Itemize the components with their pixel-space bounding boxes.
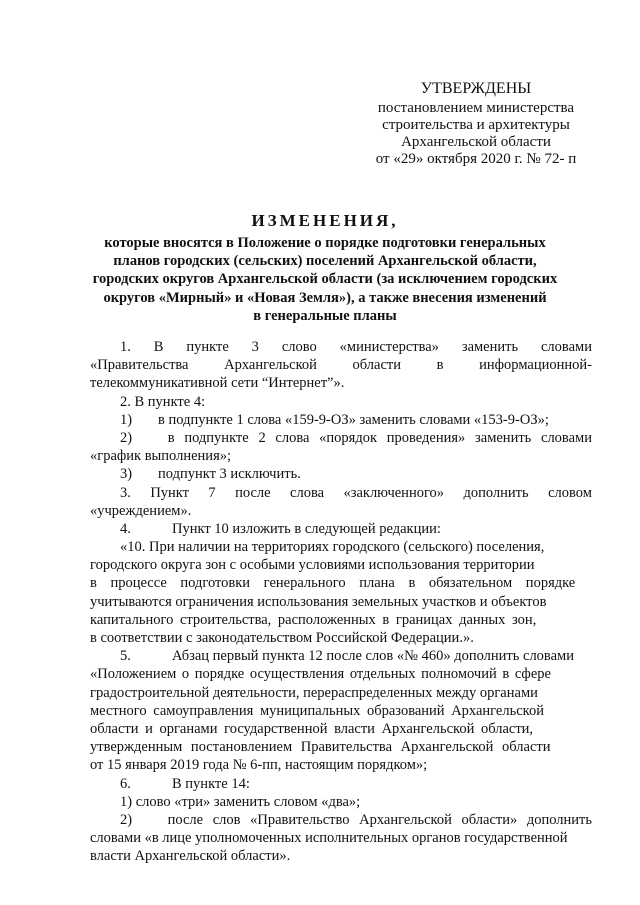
sub-text: подпункт 3 исключить. (158, 466, 301, 483)
item-6-sub-2 (90, 811, 592, 829)
quote-line: учитываются ограничения использования земельных участков и объектов (90, 593, 547, 610)
quote-line: городского округа зон с особыми условиями использования территории (90, 557, 535, 574)
word: в (167, 429, 175, 446)
sub-number: 2) (120, 811, 133, 828)
word: словами (541, 429, 592, 446)
quote-line: капитального строительства, расположенных в границах данных зон, (90, 611, 537, 628)
subtitle-line: которые вносятся в Положение о порядке подготовки генеральных (104, 235, 546, 251)
word: подпункте (184, 429, 249, 446)
item-5-line: местного самоуправления муниципальных образований Архангельской (90, 702, 544, 719)
word: проведения» (386, 429, 466, 446)
approval-date-line: от «29» октября 2020 г. № 72- п (375, 151, 577, 167)
item-number: 6. (120, 775, 131, 792)
item-5-line: области и органами государственной власти Архангельской области, (90, 720, 534, 737)
sub-number: 1) (120, 411, 133, 428)
item-6-sub-2-cont: власти Архангельской области». (90, 848, 291, 865)
word: заменить (461, 339, 519, 355)
word: слова (290, 484, 325, 501)
item-number: 1. (120, 339, 131, 355)
item-text: Пункт 10 изложить в следующей редакции: (172, 520, 441, 537)
item-5-last-line: от 15 января 2019 года № 6-пп, настоящим порядком»; (90, 757, 428, 774)
item-5-line-1 (90, 647, 592, 665)
item-1-line-2 (90, 356, 592, 374)
item-2-sub-2 (90, 429, 592, 447)
word: 2 (258, 429, 266, 446)
subtitle-line: городских округов Архангельской области (за исключением городских (92, 271, 558, 288)
approval-line: Архангельской области (401, 134, 551, 150)
item-2-heading: 2. В пункте 4: (120, 393, 206, 410)
quote-line: в соответствии с законодательством Российской Федерации.». (90, 630, 474, 646)
word: 3 (251, 339, 259, 355)
item-1-line-3: телекоммуникативной сети “Интернет”». (90, 375, 345, 392)
item-4-line-1 (90, 520, 592, 538)
word: заменить (475, 429, 532, 446)
item-number: 4. (120, 520, 131, 537)
word: «министерства» (339, 339, 439, 355)
subtitle-line: в генеральные планы (253, 307, 397, 324)
word: 7 (208, 484, 216, 501)
word: «порядок (319, 429, 378, 446)
item-6-sub-1: 1) слово «три» заменить словом «два»; (120, 793, 361, 810)
word: словом (548, 484, 592, 501)
approval-stamp (356, 80, 596, 168)
word: пункте (186, 339, 229, 355)
item-3-line-2: «учреждением». (90, 502, 192, 519)
item-text: Абзац первый пункта 12 после слов «№ 460» дополнить словами (172, 648, 574, 665)
sub-number: 3) (120, 466, 133, 483)
item-1-line-1 (90, 338, 592, 356)
document-body (90, 338, 592, 865)
heading-subtitle (90, 234, 560, 325)
word: В (153, 339, 164, 355)
item-5-line: градостроительной деятельности, перераспределенных между органами (90, 684, 538, 701)
sub-text: в подпункте 1 слова «159-9-ОЗ» заменить словами «153-9-ОЗ»; (158, 411, 549, 428)
word: слова (275, 429, 310, 446)
subtitle-line: округов «Мирный» и «Новая Земля»), а также внесения изменений (103, 289, 547, 306)
word: «Правительство (250, 811, 350, 828)
quote-line: в процессе подготовки генерального плана в обязательном порядке (90, 575, 576, 592)
word: области» (461, 811, 518, 828)
sub-number: 2) (120, 429, 133, 446)
item-2-sub-1 (90, 411, 592, 429)
word: дополнить (463, 484, 529, 501)
word: Пункт (150, 484, 189, 501)
word: после (235, 484, 271, 501)
item-2-sub-3 (90, 465, 592, 483)
document-heading (90, 210, 560, 325)
heading-title: ИЗМЕНЕНИЯ, (251, 211, 399, 230)
item-5-line: «Положением о порядке осуществления отдельных полномочий в сфере (90, 666, 551, 683)
subtitle-line: планов городских (сельских) поселений Архангельской области, (113, 253, 537, 270)
word: области (352, 357, 402, 374)
word: слов (212, 811, 241, 828)
approval-line: постановлением министерства (377, 100, 575, 116)
word: «заключенного» (343, 484, 445, 501)
item-6-sub-2-cont: словами «в лице уполномоченных исполнительных органов государственной (90, 830, 568, 847)
word: «Правительства (90, 357, 189, 374)
item-number: 5. (120, 648, 131, 665)
word: словами (541, 339, 592, 355)
word: Архангельской (359, 811, 452, 828)
item-number: 3. (120, 484, 131, 501)
word: после (167, 811, 204, 828)
approval-title: УТВЕРЖДЕНЫ (420, 80, 532, 97)
item-5-line: утвержденным постановлением Правительства Архангельской области (90, 739, 551, 756)
quote-line: «10. При наличии на территориях городского (сельского) поселения, (120, 539, 545, 556)
word: слово (281, 339, 317, 355)
word: в (436, 357, 444, 374)
approval-line: строительства и архитектуры (382, 117, 570, 133)
item-2-sub-2-cont: «график выполнения»; (90, 448, 232, 465)
item-6-line-1 (90, 775, 592, 793)
word: информационной- (479, 357, 592, 374)
word: Архангельской (224, 357, 317, 374)
item-text: В пункте 14: (172, 775, 250, 792)
word: дополнить (526, 811, 592, 828)
item-3-line-1 (90, 484, 592, 502)
